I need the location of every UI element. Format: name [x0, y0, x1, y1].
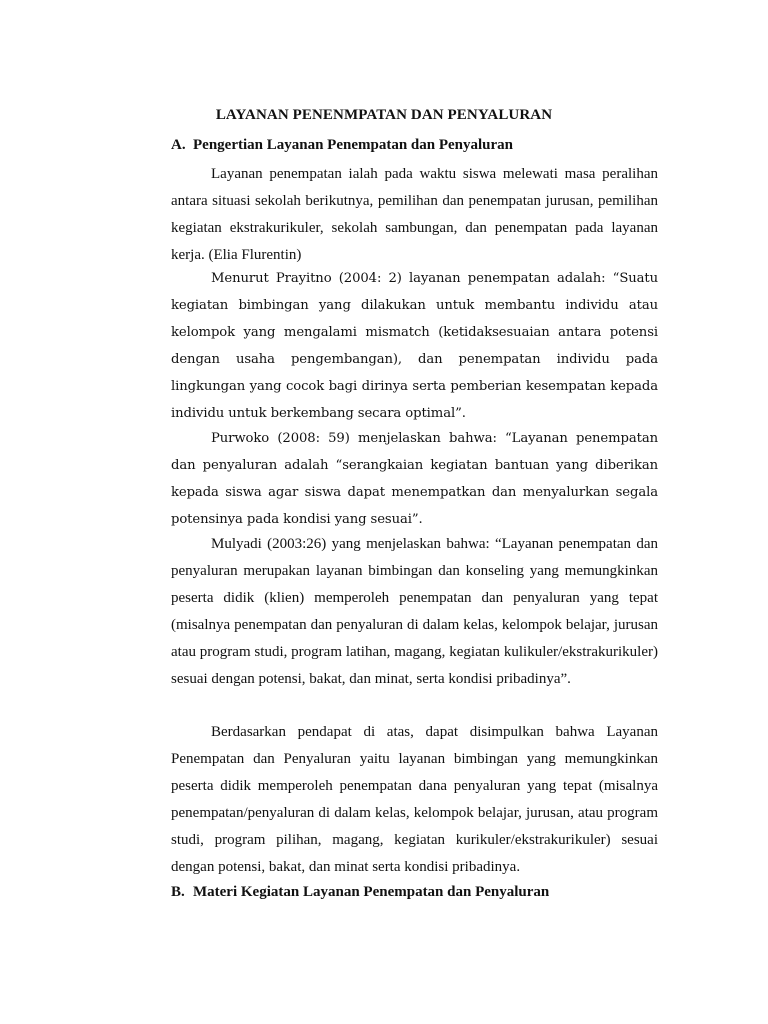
paragraph-mulyadi: Mulyadi (2003:26) yang menjelaskan bahwa: “Layanan penempatan dan penyaluran merupakan layanan bimbingan dan konseling yang memungkinkan peserta didik (klien) memperoleh penempatan dan penyaluran yang tepat (misalnya penempatan dan penyaluran di dalam kelas, kelompok belajar, jurusan atau program studi, program latihan, magang, kegiatan kulikuler/ekstrakurikuler) sesuai dengan potensi, bakat, dan minat, serta kondisi pribadinya”. [171, 536, 658, 687]
paragraph-purwoko: Purwoko (2008: 59) menjelaskan bahwa: “Layanan penempatan dan penyaluran adalah “serangkaian kegiatan bantuan yang diberikan kepada siswa agar siswa dapat menempatkan dan menyalurkan segala potensinya pada kondisi yang sesuai”. [171, 431, 658, 527]
section-b-title: Materi Kegiatan Layanan Penempatan dan Penyaluran [193, 884, 550, 900]
paragraph-prayitno: Menurut Prayitno (2004: 2) layanan penempatan adalah: “Suatu kegiatan bimbingan yang dilakukan untuk membantu individu atau kelompok yang mengalami mismatch (ketidaksesuaian antara potensi dengan usaha pengembangan), dan penempatan individu pada lingkungan yang cocok bagi dirinya serta pemberian kesempatan kepada individu untuk berkembang secara optimal”. [171, 271, 658, 421]
document-title: LAYANAN PENENMPATAN DAN PENYALURAN [215, 107, 553, 123]
paragraph-conclusion: Berdasarkan pendapat di atas, dapat disimpulkan bahwa Layanan Penempatan dan Penyaluran yaitu layanan bimbingan yang memungkinkan peserta didik memperoleh penempatan dana penyaluran yang tepat (misalnya penempatan/penyaluran di dalam kelas, kelompok belajar, jurusan, atau program studi, program pilihan, magang, kegiatan kurikuler/ekstrakurikuler) sesuai dengan potensi, bakat, dan minat serta kondisi pribadinya. [171, 724, 658, 875]
section-b-number: B. [171, 884, 185, 900]
section-b-heading [171, 884, 549, 901]
section-a-number: A. [171, 137, 186, 153]
section-a-title: Pengertian Layanan Penempatan dan Penyaluran [193, 137, 514, 153]
section-a-heading [171, 137, 513, 154]
paragraph-definition: Layanan penempatan ialah pada waktu siswa melewati masa peralihan antara situasi sekolah berikutnya, pemilihan dan penempatan jurusan, pemilihan kegiatan ekstrakurikuler, sekolah sambungan, dan penempatan pada layanan kerja. (Elia Flurentin) [171, 166, 658, 263]
